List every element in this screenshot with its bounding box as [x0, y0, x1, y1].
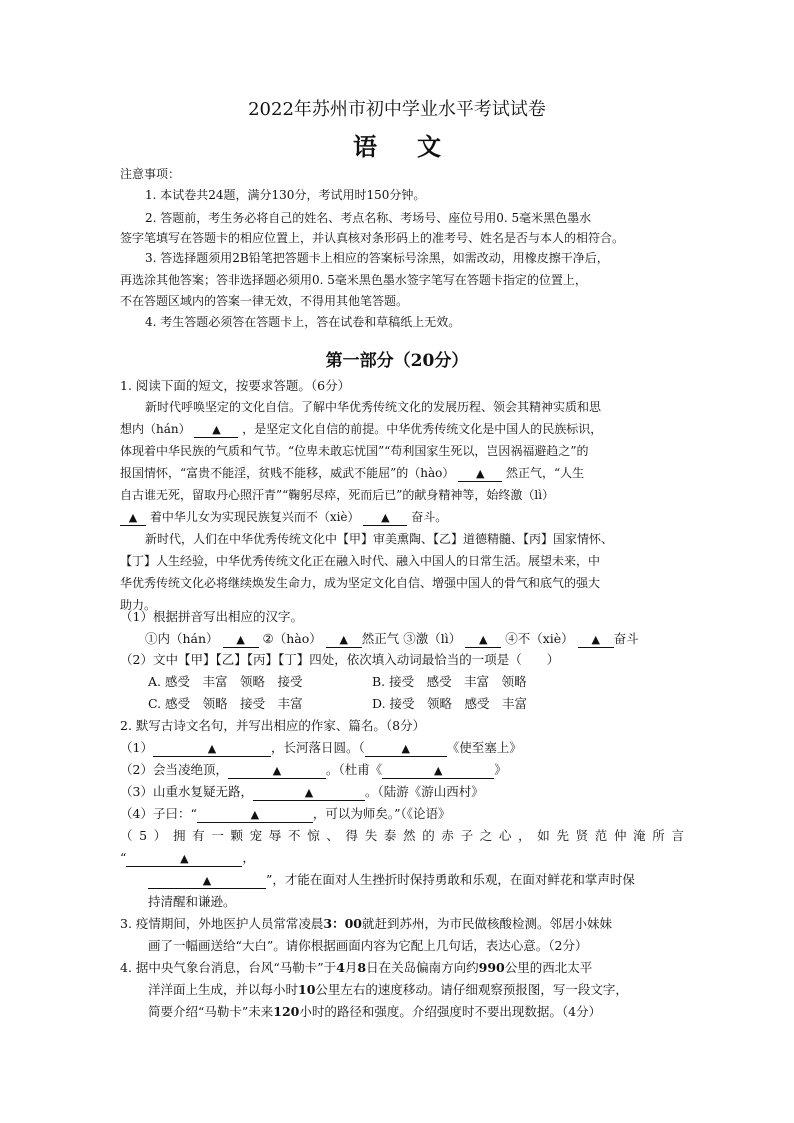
q2-blank-4[interactable]: ▲: [197, 807, 313, 823]
q1-para1-line4: [120, 464, 694, 482]
exam-title: 2022年苏州市初中学业水平考试试卷: [248, 99, 546, 120]
q3-line1: [120, 914, 694, 932]
q2-text: （3）山重水复疑无路，: [120, 784, 253, 799]
q1-text: 奋斗。: [411, 510, 448, 524]
notice-heading: 注意事项：: [120, 167, 181, 181]
q1-sub2: （2）文中【甲】【乙】【丙】【丁】四处，依次填入动词最恰当的一项是（ ）: [120, 652, 560, 667]
q4-line1: [120, 958, 694, 976]
q2-blank-5a[interactable]: ▲: [126, 851, 242, 867]
q2-text: ，可以为师矣。”（《论语》: [312, 806, 451, 821]
q2-line2: [120, 760, 694, 779]
answer-blank-li[interactable]: ▲: [120, 510, 146, 526]
q1-para2-line1: 新时代，人们在中华优秀传统文化中【甲】审美熏陶、【乙】道德精髓、【丙】国家情怀、: [145, 532, 614, 546]
q4-text: 简要介绍“马勒卡”未来: [148, 1004, 274, 1019]
q2-text: （4）子曰：“: [120, 806, 197, 821]
notice-item-2: 2. 答题前，考生务必将自己的姓名、考点名称、考场号、座位号用0. 5毫米黑色墨水: [145, 211, 592, 225]
q4-text: 4. 据中央气象台消息，台风“马勒卡”于: [120, 960, 337, 975]
notice-item-3-cont: 再选涂其他答案；答非选择题必须用0. 5毫米黑色墨水签字笔写在答题卡指定的位置上，: [120, 273, 587, 287]
sub1-blank-4[interactable]: ▲: [578, 632, 614, 648]
q1-sub1: （1）根据拼音写出相应的汉字。: [120, 609, 303, 624]
notice-item-3: 3. 答选择题须用2B铅笔把答题卡上相应的答案标号涂黑，如需改动，用橡皮擦干净后，: [145, 251, 609, 265]
option-c[interactable]: C. 感受 领略 接受 丰富: [148, 696, 303, 711]
notice-item-2-cont: 签字笔填写在答题卡的相应位置上，并认真核对条形码上的准考号、姓名是否与本人的相符合。: [120, 231, 625, 245]
sub1-item-1: ①内（hán）: [145, 631, 219, 646]
q3-text: 3. 疫情期间，外地医护人员常常凌晨: [120, 916, 324, 931]
subject-title: 语文: [353, 132, 481, 161]
q4-num: 8: [357, 960, 367, 975]
q2-text: （1）: [120, 740, 153, 755]
q4-text: 日在关岛偏南方向约: [366, 960, 479, 975]
q2-blank-title-2[interactable]: ▲: [382, 763, 494, 779]
notice-item-4: 4. 考生答题必须答在答题卡上，答在试卷和草稿纸上无效。: [145, 315, 461, 329]
sub1-item-2-tail: 然正气: [361, 631, 400, 646]
sub1-item-4: ④不（xiè）: [505, 631, 574, 646]
q1-text: 想内（hán）: [120, 422, 191, 436]
q1-para1-line3: 体现着中华民族的气质和气节。“位卑未敢忘忧国”“苟利国家生死以，岂因祸福避趋之”的: [120, 444, 589, 458]
q3-time: 3：00: [323, 916, 362, 931]
option-d[interactable]: D. 接受 领略 感受 丰富: [372, 696, 528, 711]
q2-line6: [120, 848, 694, 867]
q2-line3: [120, 782, 694, 801]
notice-item-1: 1. 本试卷共24题，满分130分，考试用时150分钟。: [145, 188, 426, 202]
part-one-heading: 第一部分（20分）: [325, 351, 469, 371]
q1-para2-line4: 助力。: [120, 598, 157, 612]
q2-blank-3[interactable]: ▲: [253, 785, 365, 801]
q2-text: 《使至塞上》: [446, 740, 522, 755]
answer-blank-han[interactable]: ▲: [194, 422, 238, 438]
q4-line3: [148, 1002, 694, 1020]
q2-line7: [148, 870, 694, 889]
sub1-blank-3[interactable]: ▲: [465, 632, 501, 648]
q1-para1-line5: 自古谁无死，留取丹心照汗青”“鞠躬尽瘁，死而后已”的献身精神等，始终激（lì）: [120, 488, 555, 502]
q3-line2: 画了一幅画送给“大白”。请你根据画面内容为它配上几句话，表达心意。（2分）: [148, 938, 588, 953]
q2-blank-5b[interactable]: ▲: [148, 873, 266, 889]
q2-line4: [120, 804, 694, 823]
q1-stem: 1. 阅读下面的短文，按要求答题。（6分）: [120, 378, 351, 393]
q1-text: 报国情怀，“富贵不能淫，贫贱不能移，威武不能屈”的（hào）: [120, 466, 455, 480]
q4-num: 120: [273, 1004, 300, 1019]
option-a[interactable]: A. 感受 丰富 领略 接受: [148, 674, 303, 689]
q1-para1-line6: [120, 508, 694, 526]
sub1-item-2: ②（hào）: [262, 631, 322, 646]
q1-text: ，是坚定文化自信的前提。中华优秀传统文化是中国人的民族标识，: [242, 422, 603, 436]
sub1-blank-2[interactable]: ▲: [326, 632, 362, 648]
q4-text: 公里左右的速度移动。请仔细观察预报图，写一段文字，: [315, 982, 628, 997]
q2-blank-1[interactable]: ▲: [153, 741, 271, 757]
option-b[interactable]: B. 接受 感受 丰富 领略: [372, 674, 527, 689]
q2-text: ”，才能在面对人生挫折时保持勇敢和乐观，在面对鲜花和掌声时保: [266, 872, 635, 887]
q4-num: 10: [298, 982, 316, 997]
q1-para1-line2: [120, 420, 694, 438]
q2-text: ，长河落日圆。（: [270, 740, 365, 755]
q4-text: 月: [344, 960, 358, 975]
q2-text: ，: [242, 850, 255, 865]
q2-blank-2[interactable]: ▲: [228, 763, 326, 779]
q2-line8: 持清醒和谦逊。: [148, 894, 236, 909]
q4-text: 洋洋面上生成，并以每小时: [148, 982, 299, 997]
q4-num: 990: [478, 960, 505, 975]
q2-text: “: [120, 850, 127, 865]
answer-blank-xie[interactable]: ▲: [363, 510, 407, 526]
q2-line1: [120, 738, 694, 757]
q3-text: 就赶到苏州，为市民做核酸检测。邻居小妹妹: [362, 916, 613, 931]
q4-line2: [148, 980, 694, 998]
q2-text: 。（陆游《游山西村》: [364, 784, 484, 799]
q1-text: 着中华儿女为实现民族复兴而不（xiè）: [149, 510, 360, 524]
q2-blank-author-1[interactable]: ▲: [365, 741, 447, 757]
q1-text: 然正气，“人生: [506, 466, 585, 480]
q2-text: 。（杜甫《: [325, 762, 383, 777]
sub1-blank-1[interactable]: ▲: [223, 632, 259, 648]
q1-para2-line2: 【丁】人生经验，中华优秀传统文化正在融入时代、融入中国人的日常生活。展望未来，中: [120, 554, 601, 568]
answer-blank-hao[interactable]: ▲: [458, 466, 502, 482]
notice-item-3-cont2: 不在答题区域内的答案一律无效，不得用其他笔答题。: [120, 294, 409, 308]
q2-text: 》: [494, 762, 507, 777]
q1-sub1-blanks: [145, 629, 694, 648]
q2-stem: 2. 默写古诗文名句，并写出相应的作家、篇名。（8分）: [120, 718, 426, 733]
q1-para2-line3: 华优秀传统文化必将继续焕发生命力，成为坚定文化自信、增强中国人的骨气和底气的强大: [120, 576, 601, 590]
q4-text: 公里的西北太平: [504, 960, 593, 975]
q4-text: 小时的路径和强度。介绍强度时不要出现数据。（4分）: [299, 1004, 602, 1019]
q2-text: （2）会当凌绝顶，: [120, 762, 228, 777]
sub1-item-4-tail: 奋斗: [613, 631, 639, 646]
q2-line5: （5）拥有一颗宠辱不惊、得失泰然的赤子之心，如先贤范仲淹所言: [120, 828, 684, 843]
q4-num: 4: [336, 960, 345, 975]
q1-para1-line1: 新时代呼唤坚定的文化自信。了解中华优秀传统文化的发展历程、领会其精神实质和思: [145, 400, 602, 414]
sub1-item-3: ③激（lì）: [403, 631, 462, 646]
